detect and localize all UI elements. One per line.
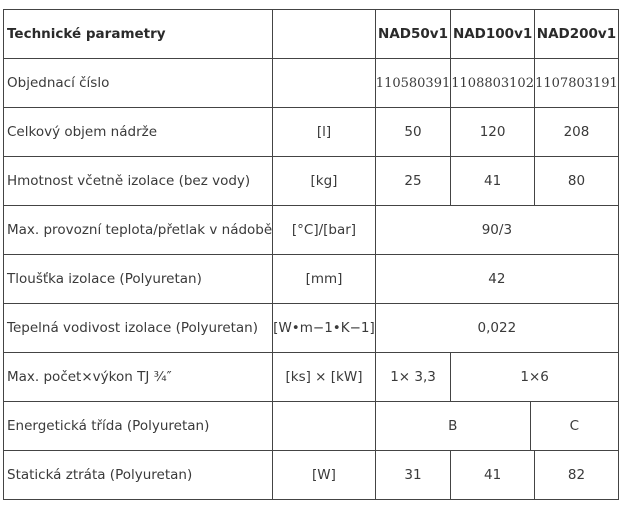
energy-class-cell <box>375 402 618 451</box>
table-row <box>4 353 619 402</box>
value-cell: 41 <box>451 451 535 500</box>
model-header-nad100: NAD100v1 <box>451 10 535 59</box>
row-label: Energetická třída (Polyuretan) <box>4 402 273 451</box>
table-title: Technické parametry <box>4 10 273 59</box>
model-header-nad200: NAD200v1 <box>534 10 618 59</box>
row-unit: [W] <box>273 451 376 500</box>
table-row <box>4 59 619 108</box>
table-row <box>4 451 619 500</box>
technical-parameters-table <box>3 9 619 500</box>
row-label: Objednací číslo <box>4 59 273 108</box>
value-cell: 1×6 <box>451 353 619 402</box>
value-cell: 50 <box>375 108 450 157</box>
value-cell: 42 <box>375 255 618 304</box>
row-label: Tloušťka izolace (Polyuretan) <box>4 255 273 304</box>
value-cell: 120 <box>451 108 535 157</box>
value-cell: 41 <box>451 157 535 206</box>
value-cell: 110580391 <box>375 59 450 108</box>
row-unit: [l] <box>273 108 376 157</box>
row-label: Hmotnost včetně izolace (bez vody) <box>4 157 273 206</box>
table-row <box>4 157 619 206</box>
row-unit <box>273 402 376 451</box>
row-unit <box>273 59 376 108</box>
table-row <box>4 108 619 157</box>
value-cell: 1× 3,3 <box>375 353 450 402</box>
table-row <box>4 304 619 353</box>
row-label: Max. provozní teplota/přetlak v nádobě <box>4 206 273 255</box>
row-unit: [ks] × [kW] <box>273 353 376 402</box>
table-header-row <box>4 10 619 59</box>
value-cell: 0,022 <box>375 304 618 353</box>
row-label: Tepelná vodivost izolace (Polyuretan) <box>4 304 273 353</box>
table-row <box>4 402 619 451</box>
value-cell: B <box>448 418 458 434</box>
value-cell: 1107803191 <box>534 59 618 108</box>
table-row <box>4 206 619 255</box>
table-row <box>4 255 619 304</box>
value-cell: C <box>569 418 580 434</box>
value-cell: 80 <box>534 157 618 206</box>
row-unit: [mm] <box>273 255 376 304</box>
value-cell: 208 <box>534 108 618 157</box>
value-cell: 25 <box>375 157 450 206</box>
value-cell: 31 <box>375 451 450 500</box>
value-cell: 90/3 <box>375 206 618 255</box>
row-unit: [kg] <box>273 157 376 206</box>
row-label: Celkový objem nádrže <box>4 108 273 157</box>
value-cell: 1108803102 <box>451 59 535 108</box>
value-cell: 82 <box>534 451 618 500</box>
row-unit: [W•m−1•K−1] <box>273 304 376 353</box>
header-empty-cell <box>273 10 376 59</box>
model-header-nad50: NAD50v1 <box>375 10 450 59</box>
row-label: Max. počet×výkon TJ ¾″ <box>4 353 273 402</box>
row-unit: [°C]/[bar] <box>273 206 376 255</box>
row-label: Statická ztráta (Polyuretan) <box>4 451 273 500</box>
